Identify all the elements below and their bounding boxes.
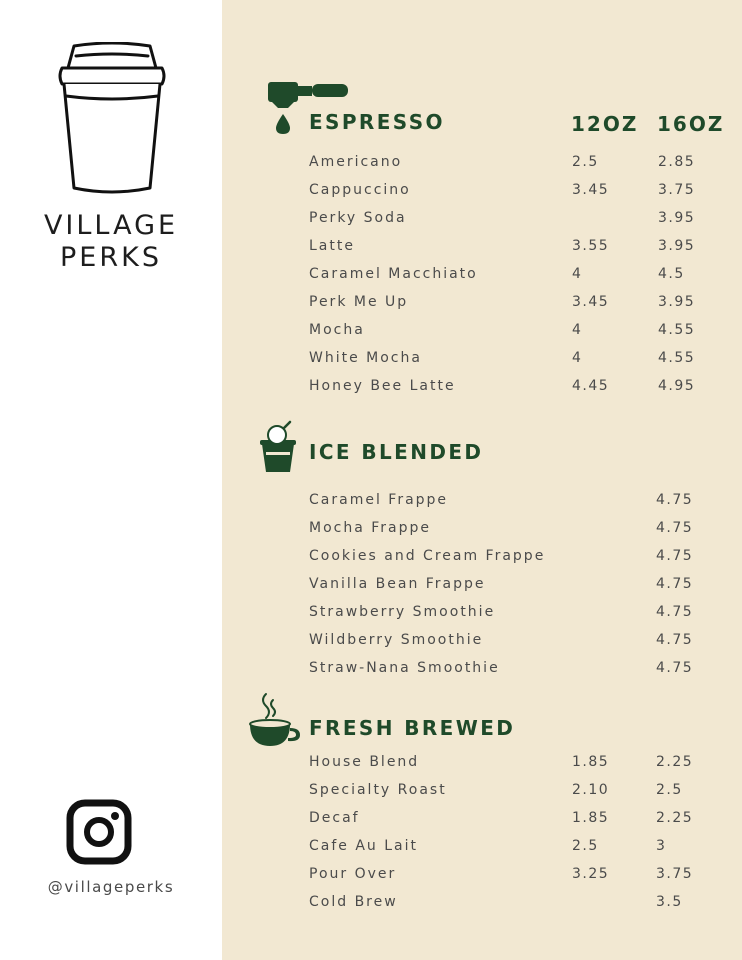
price-16oz: 4.55	[658, 322, 696, 338]
price: 4.75	[656, 492, 694, 508]
item-name: House Blend	[309, 754, 420, 770]
frappe-cup-icon	[258, 420, 298, 474]
price-12oz: 3.25	[572, 866, 610, 882]
item-name: Wildberry Smoothie	[309, 632, 484, 648]
price-12oz: 4	[572, 266, 583, 282]
menu-row	[0, 576, 742, 598]
price-16oz: 2.25	[656, 754, 694, 770]
brand-line-1: VILLAGE	[43, 210, 179, 241]
price: 4.75	[656, 520, 694, 536]
price: 4.75	[656, 548, 694, 564]
espresso-title: ESPRESSO	[309, 110, 445, 134]
menu-row	[0, 520, 742, 542]
menu-row	[0, 632, 742, 654]
item-name: Latte	[309, 238, 355, 254]
menu-row	[0, 238, 742, 260]
menu-row	[0, 810, 742, 832]
fresh-brewed-title: FRESH BREWED	[309, 716, 516, 740]
menu-row	[0, 754, 742, 776]
price-12oz: 3.45	[572, 294, 610, 310]
price-12oz: 4	[572, 322, 583, 338]
menu-row	[0, 154, 742, 176]
price-16oz: 4.5	[658, 266, 685, 282]
menu-row	[0, 210, 742, 232]
price-16oz: 2.5	[656, 782, 683, 798]
price-12oz: 1.85	[572, 754, 610, 770]
price-16oz: 2.25	[656, 810, 694, 826]
menu-row	[0, 548, 742, 570]
coffee-mug-icon	[246, 690, 302, 748]
menu-row	[0, 782, 742, 804]
item-name: Cookies and Cream Frappe	[309, 548, 546, 564]
item-name: Strawberry Smoothie	[309, 604, 496, 620]
menu-row	[0, 294, 742, 316]
item-name: Perky Soda	[309, 210, 407, 226]
price-16oz: 3	[656, 838, 667, 854]
price-16oz: 3.75	[656, 866, 694, 882]
item-name: Decaf	[309, 810, 360, 826]
menu-row	[0, 838, 742, 860]
price-16oz: 4.95	[658, 378, 696, 394]
price-12oz: 2.5	[572, 154, 599, 170]
price-12oz: 4.45	[572, 378, 610, 394]
item-name: Honey Bee Latte	[309, 378, 456, 394]
menu-row	[0, 266, 742, 288]
brand-line-2: PERKS	[60, 242, 162, 273]
item-name: Straw-Nana Smoothie	[309, 660, 500, 676]
price-16oz: 3.95	[658, 210, 696, 226]
menu-row	[0, 660, 742, 682]
price-16oz: 4.55	[658, 350, 696, 366]
item-name: Cappuccino	[309, 182, 411, 198]
menu-row	[0, 604, 742, 626]
price-12oz: 1.85	[572, 810, 610, 826]
price-16oz: 2.85	[658, 154, 696, 170]
item-name: Mocha	[309, 322, 365, 338]
price-16oz: 3.5	[656, 894, 683, 910]
item-name: Mocha Frappe	[309, 520, 431, 536]
item-name: Americano	[309, 154, 403, 170]
price-16oz: 3.75	[658, 182, 696, 198]
ice-blended-title: ICE BLENDED	[309, 440, 484, 464]
menu-row	[0, 378, 742, 400]
menu-row	[0, 182, 742, 204]
price-12oz: 2.5	[572, 838, 599, 854]
item-name: Pour Over	[309, 866, 397, 882]
menu-row	[0, 894, 742, 916]
item-name: Vanilla Bean Frappe	[309, 576, 486, 592]
price: 4.75	[656, 632, 694, 648]
price-12oz: 3.55	[572, 238, 610, 254]
price: 4.75	[656, 576, 694, 592]
item-name: Caramel Macchiato	[309, 266, 478, 282]
menu-row	[0, 322, 742, 344]
price-12oz: 4	[572, 350, 583, 366]
instagram-handle[interactable]: @villageperks	[47, 878, 175, 896]
price-12oz: 2.10	[572, 782, 610, 798]
menu-row	[0, 350, 742, 372]
item-name: Cafe Au Lait	[309, 838, 419, 854]
item-name: Perk Me Up	[309, 294, 409, 310]
item-name: White Mocha	[309, 350, 422, 366]
col-12oz: 12OZ	[571, 112, 639, 136]
item-name: Specialty Roast	[309, 782, 447, 798]
menu-row	[0, 866, 742, 888]
price-16oz: 3.95	[658, 238, 696, 254]
col-16oz: 16OZ	[657, 112, 725, 136]
item-name: Caramel Frappe	[309, 492, 449, 508]
price-12oz: 3.45	[572, 182, 610, 198]
price-16oz: 3.95	[658, 294, 696, 310]
item-name: Cold Brew	[309, 894, 398, 910]
price: 4.75	[656, 604, 694, 620]
price: 4.75	[656, 660, 694, 676]
menu-row	[0, 492, 742, 514]
